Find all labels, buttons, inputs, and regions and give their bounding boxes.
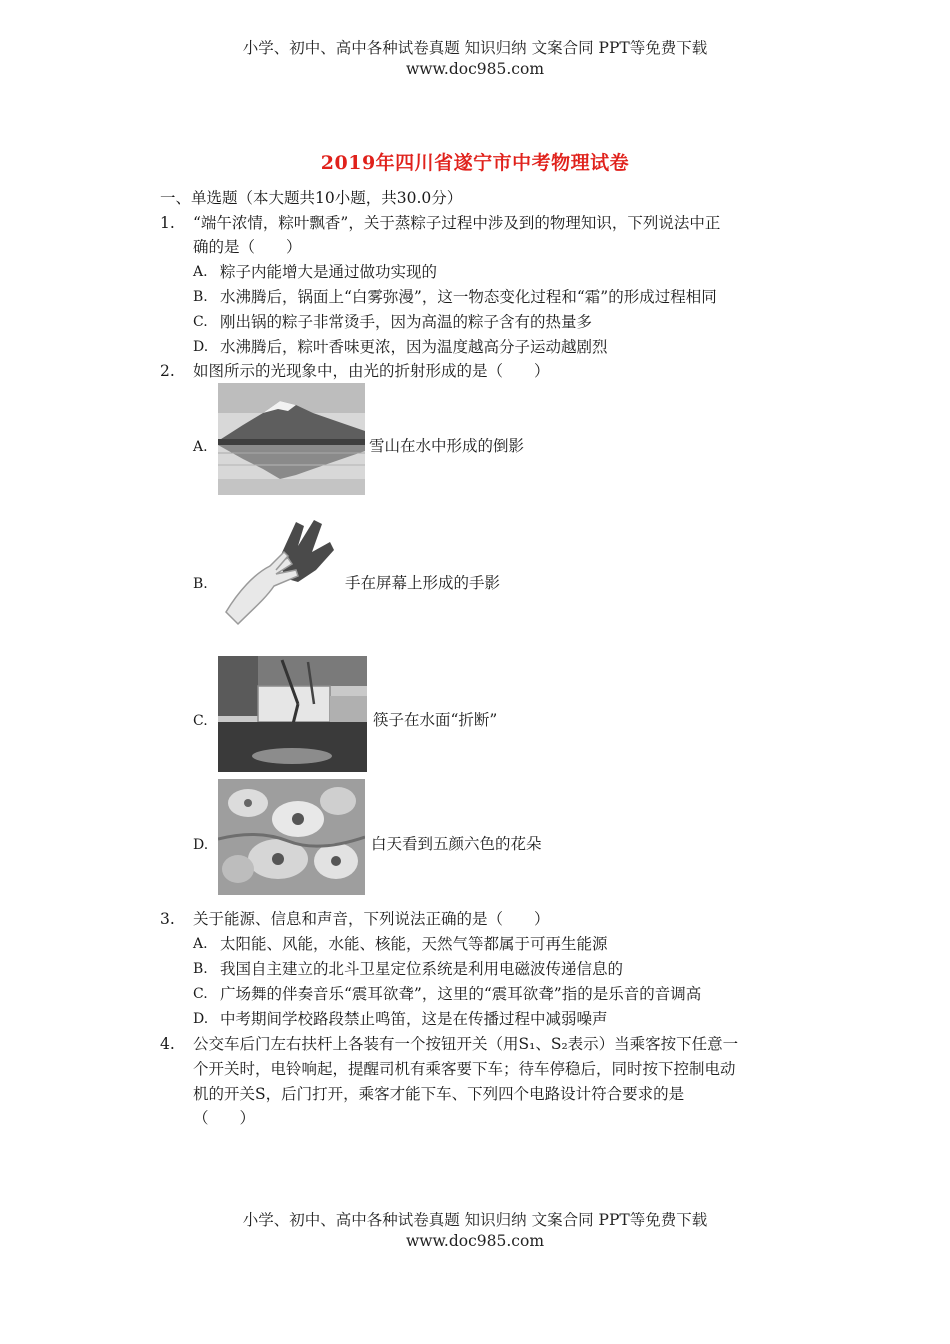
q2-option-d-text: 白天看到五颜六色的花朵 [371,835,542,853]
snow-mountain-reflection-image [218,383,365,495]
footer-url: www.doc985.com [405,1232,545,1250]
page-header [0,38,950,80]
hand-shadow-image [218,512,340,630]
q1-option-a-text: 粽子内能增大是通过做功实现的 [220,263,438,281]
question-1-stem-line-2: 确的是（ ） [193,238,302,256]
question-1-number: 1. [160,214,175,232]
header-line-1: 小学、初中、高中各种试卷真题 知识归纳 文案合同 PPT等免费下载 [242,39,708,57]
question-4-stem-line-1: 公交车后门左右扶杆上各装有一个按钮开关（用S₁、S₂表示）当乘客按下任意一 [193,1035,739,1053]
question-4-stem-line-4: （ ） [193,1109,256,1127]
question-4-number: 4. [160,1035,175,1053]
q2-option-d-letter: D. [193,837,209,853]
section-heading: 一、单选题（本大题共10小题，共30.0分） [160,189,463,207]
q1-option-b-letter: B. [193,289,208,305]
question-3-stem: 关于能源、信息和声音，下列说法正确的是（ ） [193,910,550,928]
page-footer [0,1210,950,1252]
q3-option-a-text: 太阳能、风能，水能、核能，天然气等都属于可再生能源 [220,935,608,953]
q2-option-b-text: 手在屏幕上形成的手影 [345,574,501,592]
page-title: 2019年四川省遂宁市中考物理试卷 [320,152,630,174]
question-2-stem: 如图所示的光现象中，由光的折射形成的是（ ） [193,362,550,380]
q1-option-c-text: 刚出锅的粽子非常烫手，因为高温的粽子含有的热量多 [220,313,593,331]
q3-option-b-letter: B. [193,961,208,977]
q1-option-d-text: 水沸腾后，粽叶香味更浓，因为温度越高分子运动越剧烈 [220,338,608,356]
question-4-stem-line-2: 个开关时，电铃响起，提醒司机有乘客要下车；待车停稳后，同时按下控制电动 [193,1060,736,1078]
q1-option-c-letter: C. [193,314,208,330]
q1-option-a-letter: A. [193,264,208,280]
question-1-stem-line-1: “端午浓情，粽叶飘香”，关于蒸粽子过程中涉及到的物理知识，下列说法中正 [193,214,721,232]
q1-option-d-letter: D. [193,339,209,355]
q3-option-c-letter: C. [193,986,208,1002]
question-3-number: 3. [160,910,175,928]
q2-option-a-letter: A. [193,439,208,455]
q3-option-b-text: 我国自主建立的北斗卫星定位系统是利用电磁波传递信息的 [220,960,624,978]
q3-option-d-letter: D. [193,1011,209,1027]
q3-option-c-text: 广场舞的伴奏音乐“震耳欲聋”，这里的“震耳欲聋”指的是乐音的音调高 [220,985,702,1003]
q2-option-b-letter: B. [193,576,208,592]
question-2-number: 2. [160,362,175,380]
q3-option-a-letter: A. [193,936,208,952]
q1-option-b-text: 水沸腾后，锅面上“白雾弥漫”，这一物态变化过程和“霜”的形成过程相同 [220,288,717,306]
q2-option-c-text: 筷子在水面“折断” [373,711,498,729]
footer-line-1: 小学、初中、高中各种试卷真题 知识归纳 文案合同 PPT等免费下载 [242,1211,708,1229]
flowers-image [218,779,365,895]
chopsticks-in-water-image [218,656,367,772]
header-url: www.doc985.com [405,60,545,78]
q2-option-c-letter: C. [193,713,208,729]
question-4-stem-line-3: 机的开关S，后门打开，乘客才能下车、下列四个电路设计符合要求的是 [193,1085,685,1103]
q2-option-a-text: 雪山在水中形成的倒影 [369,437,525,455]
q3-option-d-text: 中考期间学校路段禁止鸣笛，这是在传播过程中减弱噪声 [220,1010,608,1028]
